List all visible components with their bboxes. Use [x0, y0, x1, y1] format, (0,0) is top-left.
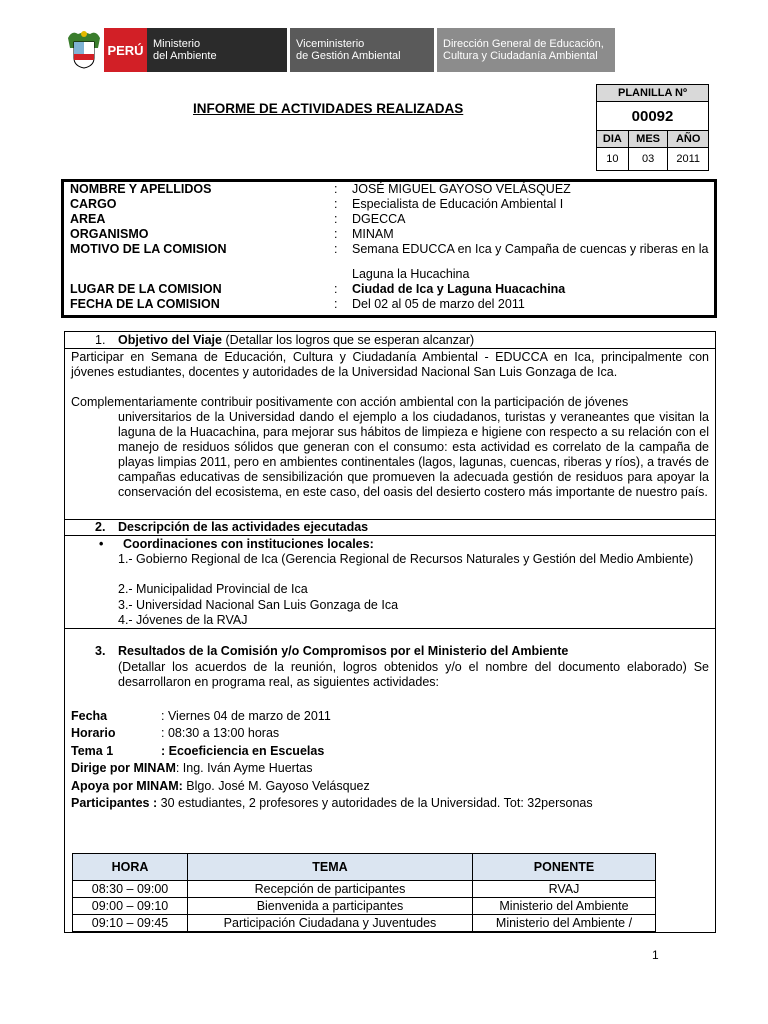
horario-value: : 08:30 a 13:00 horas [161, 726, 280, 740]
participantes-line: Participantes : 30 estudiantes, 2 profesores y autoridades de la Universidad. Tot: 32personas [71, 796, 593, 810]
peru-logo: PERÚ [104, 28, 147, 72]
info-value: Laguna la Hucachina [352, 267, 470, 281]
info-value: DGECCA [352, 212, 406, 226]
section3-note: (Detallar los acuerdos de la reunión, logros obtenidos y/o el nombre del documento elaborado) Se desarrollaron en programa real, as siguientes actividades: [118, 660, 709, 689]
bullet-icon: • [99, 537, 104, 551]
ministry-label: Ministerio del Ambiente [147, 28, 287, 72]
info-label: NOMBRE Y APELLIDOS [70, 182, 212, 196]
section1-num: 1. [95, 333, 106, 347]
section2-heading: Descripción de las actividades ejecutadas [118, 520, 369, 534]
info-value: Semana EDUCCA en Ica y Campaña de cuencas y riberas en la [352, 242, 709, 256]
tema-value: : Ecoeficiencia en Escuelas [161, 744, 325, 758]
section1-para1: Participar en Semana de Educación, Cultura y Ciudadanía Ambiental - EDUCCA en Ica, principalmente con jóvenes estudiantes, docentes y autoridades de la Universidad Nacional San Luis Gonzaga de Ica. [71, 350, 709, 379]
fecha-label: Fecha [71, 709, 108, 723]
section1-heading: Objetivo del Viaje (Detallar los logros que se esperan alcanzar) [118, 333, 475, 347]
table-row: 09:10 – 09:45 Participación Ciudadana y Juventudes Ministerio del Ambiente / [73, 915, 656, 932]
info-value: JOSÉ MIGUEL GAYOSO VELÁSQUEZ [352, 182, 571, 196]
col-ponente: PONENTE [473, 854, 656, 881]
list-item: 3.- Universidad Nacional San Luis Gonzaga de Ica [118, 598, 399, 612]
planilla-box [596, 84, 709, 171]
info-value: Del 02 al 05 de marzo del 2011 [352, 297, 525, 311]
dia-label: DIA [597, 131, 629, 148]
info-value: Ciudad de Ica y Laguna Huacachina [352, 282, 566, 296]
info-label: CARGO [70, 197, 117, 211]
page-number: 1 [652, 948, 659, 962]
col-tema: TEMA [188, 854, 473, 881]
table-row: 09:00 – 09:10 Bienvenida a participantes Ministerio del Ambiente [73, 898, 656, 915]
section2-subheading: Coordinaciones con instituciones locales: [123, 537, 374, 551]
list-item: 2.- Municipalidad Provincial de Ica [118, 582, 308, 596]
section3-num: 3. [95, 644, 106, 658]
info-label: MOTIVO DE LA COMISION [70, 242, 227, 256]
section2-num: 2. [95, 520, 106, 534]
horario-label: Horario [71, 726, 116, 740]
info-label: ORGANISMO [70, 227, 149, 241]
activities-table [64, 331, 716, 933]
col-hora: HORA [73, 854, 188, 881]
report-title: INFORME DE ACTIVIDADES REALIZADAS [193, 101, 464, 116]
viceministry-label: Viceministerio de Gestión Ambiental [290, 28, 434, 72]
coat-of-arms-icon [64, 28, 104, 72]
section3-heading: Resultados de la Comisión y/o Compromisos por el Ministerio del Ambiente [118, 644, 569, 658]
section1-para2-first: Complementariamente contribuir positivamente con acción ambiental con la participación de jóvenes [71, 395, 629, 409]
tema-label: Tema 1 [71, 744, 114, 758]
dirige-line: Dirige por MINAM: Ing. Iván Ayme Huertas [71, 761, 313, 775]
info-label: AREA [70, 212, 106, 226]
info-box: NOMBRE Y APELLIDOS : JOSÉ MIGUEL GAYOSO VELÁSQUEZ CARGO : Especialista de Educación Ambiental I AREA : DGECCA ORGANISMO : MINAM MOTIVO DE LA COMISION : Semana EDUCCA en Ica y Campaña de cuencas y riberas en la Laguna la Hucachina LUGAR DE LA COMISION : Ciudad de Ica y Laguna Huacachina FECHA DE LA COMISION : Del 02 al 05 de marzo del 2011 [61, 179, 717, 318]
list-item: 1.- Gobierno Regional de Ica (Gerencia Regional de Recursos Naturales y Gestión del Medio Ambiente) [118, 552, 694, 566]
anio-value: 2011 [668, 148, 709, 171]
info-value: Especialista de Educación Ambiental I [352, 197, 564, 211]
section1-para2-rest: universitarios de la Universidad dando el ejemplo a los ciudadanos, turistas y veraneantes que visitan la laguna de la Huacachina, para mejorar sus hábitos de limpieza e higiene con respecto a su relación con el manejo de residuos sólidos que generan con el consumo: esta actividad es correlato de la campaña de playas limpias 2011, pero en ambientes continentales (lagos, lagunas, cuencas, riberas y ríos), a través de campañas educativas de sensibilización que promueven la adecuada gestión de residuos para apoyar la conservación del ecosistema, en este caso, del oasis del desierto costero más importante de nuestro país. [118, 410, 709, 499]
fecha-value: : Viernes 04 de marzo de 2011 [161, 709, 331, 723]
direction-label: Dirección General de Educación, Cultura y Ciudadanía Ambiental [437, 28, 615, 72]
apoya-line: Apoya por MINAM: Blgo. José M. Gayoso Velásquez [71, 779, 370, 793]
planilla-label: PLANILLA Nº [597, 85, 709, 102]
header-banner [64, 28, 615, 72]
mes-label: MES [628, 131, 668, 148]
list-item: 4.- Jóvenes de la RVAJ [118, 613, 248, 627]
table-row: 08:30 – 09:00 Recepción de participantes RVAJ [73, 881, 656, 898]
planilla-number: 00092 [597, 102, 709, 131]
info-value: MINAM [352, 227, 394, 241]
info-label: LUGAR DE LA COMISION [70, 282, 222, 296]
mes-value: 03 [628, 148, 668, 171]
info-label: FECHA DE LA COMISION [70, 297, 220, 311]
dia-value: 10 [597, 148, 629, 171]
anio-label: AÑO [668, 131, 709, 148]
schedule-table [72, 853, 656, 932]
